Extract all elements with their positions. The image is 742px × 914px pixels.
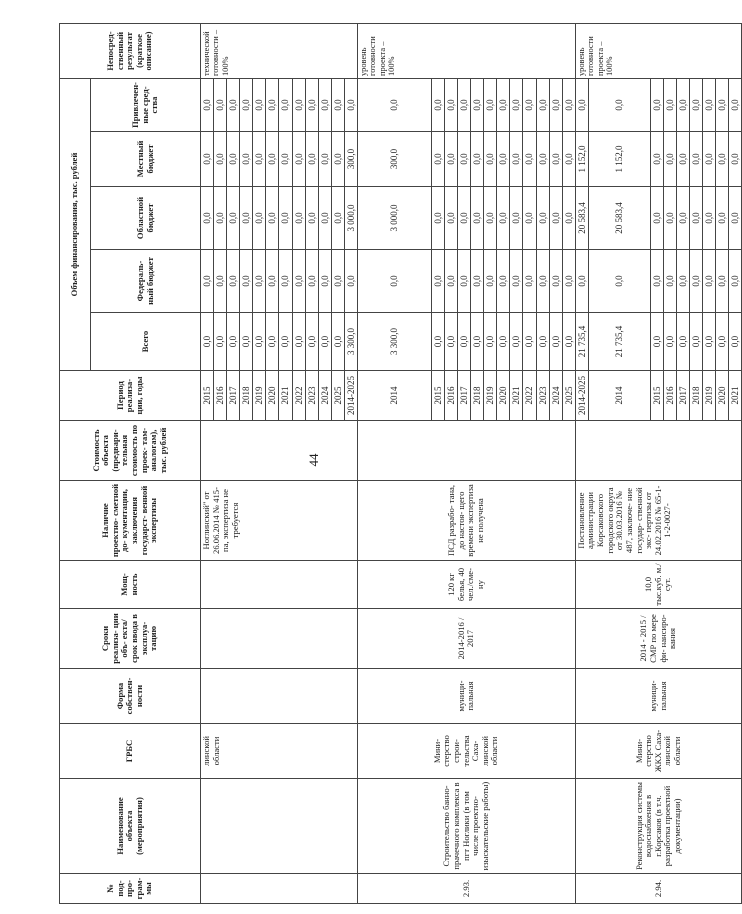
- cost: [357, 421, 575, 481]
- table-row: 2021 0,0 0,0 0,0 0,0 0,0: [510, 24, 523, 904]
- table-row: 2018 0,0 0,0 0,0 0,0 0,0: [240, 24, 253, 904]
- docs-status: ПСД разрабо- тана, до настоя- щего времени экспертиза не получена: [357, 481, 575, 561]
- capacity: 120 кг белья, 40 чел./сме- ну: [357, 561, 575, 609]
- header-regional: Областной бюджет: [91, 187, 201, 250]
- capacity: 10,0 тыс.куб. м./сут.: [575, 561, 742, 609]
- table-row: 2019 0,0 0,0 0,0 0,0 0,0: [253, 24, 266, 904]
- table-row: 2025 0,0 0,0 0,0 0,0 0,0: [562, 24, 575, 904]
- row-group-2-93: [357, 24, 575, 904]
- ownership: муници- пальная: [575, 669, 742, 724]
- header-financing-group: Объем финансирования, тыс. рублей: [60, 79, 91, 371]
- header-grbs: ГРБС: [60, 724, 201, 779]
- table-row: 2015 0,0 0,0 0,0 0,0 0,0: [650, 24, 663, 904]
- ownership: муници- пальная: [357, 669, 575, 724]
- header-period: Период реализа- ции, годы: [60, 371, 201, 421]
- table-row: 2015 0,0 0,0 0,0 0,0 0,0: [431, 24, 444, 904]
- table-row: 2020 0,0 0,0 0,0 0,0 0,0: [266, 24, 279, 904]
- table-row: 2.93. Строительство банно-прачечного комплекса в пгт Ноглики (в том числе проектно-изыскательские работы) Мини- стерство строи- тельства Саха- линской области муници- пальная 2014-2016 / 2017 120 кг белья, 40 чел./сме- ну ПСД разрабо- тана, до настоя- щего времени экспертиза не получена 2014 3 300,0 0,0 3 000,0 300,0 0,0 уровень готовности проекта – 100%: [357, 24, 431, 904]
- table-row: 2022 0,0 0,0 0,0 0,0 0,0: [523, 24, 536, 904]
- table-row: 2020 0,0 0,0 0,0 0,0 0,0: [497, 24, 510, 904]
- header-federal: Федераль- ный бюджет: [91, 250, 201, 313]
- table-row: 2021 0,0 0,0 0,0 0,0 0,0: [729, 24, 742, 904]
- header-name: Наименование объекта (мероприятия): [60, 779, 201, 874]
- financing-table: [59, 23, 742, 904]
- header-result: Непосред- ственный результат (краткое описание): [60, 24, 201, 79]
- table-row: 2020 0,0 0,0 0,0 0,0 0,0: [716, 24, 729, 904]
- table-row: 2016 0,0 0,0 0,0 0,0 0,0: [445, 24, 458, 904]
- row-number: 2.94.: [575, 874, 742, 904]
- prev-result: технической готовности – 100%: [201, 24, 358, 79]
- grbs: Мини- стерство ЖКХ Саха- линской области: [575, 724, 742, 779]
- header-docs: Наличие проектно- сметной до- кументации, заключения государст- венной экспертизы: [60, 481, 201, 561]
- header-cost: Стоимость объекта (предвари- тельная стоимость по проек- там- аналогам), тыс. рублей: [60, 421, 201, 481]
- object-name: Строительство банно-прачечного комплекса в пгт Ноглики (в том числе проектно-изыскательские работы): [357, 779, 575, 874]
- table-row: 2017 0,0 0,0 0,0 0,0 0,0: [677, 24, 690, 904]
- table-row: 2016 0,0 0,0 0,0 0,0 0,0: [663, 24, 676, 904]
- continued-row-group: [201, 24, 358, 904]
- table-row: 2023 0,0 0,0 0,0 0,0 0,0: [305, 24, 318, 904]
- header-local: Местный бюджет: [91, 132, 201, 187]
- table-header: [60, 24, 201, 904]
- table-row: 2024 0,0 0,0 0,0 0,0 0,0: [318, 24, 331, 904]
- table-row: 2019 0,0 0,0 0,0 0,0 0,0: [484, 24, 497, 904]
- header-ownership: Форма собствен- ности: [60, 669, 201, 724]
- header-total: Всего: [91, 313, 201, 371]
- table-row-summary: 2014-2025 3 300,0 0,0 3 000,0 300,0 0,0: [344, 24, 357, 904]
- terms: 2014-2016 / 2017: [357, 609, 575, 669]
- rotated-table-sheet: [59, 0, 741, 914]
- table-row: 2016 0,0 0,0 0,0 0,0 0,0: [214, 24, 227, 904]
- header-attracted: Привлечен- ные сред- ства: [91, 79, 201, 132]
- table-row: 2021 0,0 0,0 0,0 0,0 0,0: [279, 24, 292, 904]
- prev-grbs: линской области: [201, 724, 358, 779]
- grbs: Мини- стерство строи- тельства Саха- линской области: [357, 724, 575, 779]
- page-number: 44: [306, 453, 321, 467]
- table-row: 2017 0,0 0,0 0,0 0,0 0,0: [227, 24, 240, 904]
- table-row-summary: 2.94. Реконструкция системы водоснабжения в г.Корсаков (в т.ч. разработка проектной документации) Мини- стерство ЖКХ Саха- линской области муници- пальная 2014 - 2015 / СМР по мере фи- нансиро- вания 10,0 тыс.куб. м./сут. Постановление администрации Корсаковского городского округа от 30.03.2016 № 487, заключе- ние государ- ственной экс- пертизы от 24.02.2016 № 65-1-1-2-0027- 2014-2025 21 735,4 0,0 20 583,4 1 152,0 0,0 уровень готовности проекта – 100%: [575, 24, 588, 904]
- docs-status: Постановление администрации Корсаковского городского округа от 30.03.2016 № 487, заключе- ние государ- ственной экс- пертизы от 24.02.2016 № 65-1-1-2-0027-: [575, 481, 742, 561]
- header-capacity: Мощ- ность: [60, 561, 201, 609]
- header-terms: Сроки реализа- ции объ- екта/срок ввода в эксплуа- тацию: [60, 609, 201, 669]
- cost: [575, 421, 742, 481]
- table-row: 2018 0,0 0,0 0,0 0,0 0,0: [690, 24, 703, 904]
- object-name: Реконструкция системы водоснабжения в г.Корсаков (в т.ч. разработка проектной документации): [575, 779, 742, 874]
- table-row: линской области Ноглинский" от 26.06.2014 № 415-па, экспертиза не требуется 2015 0,0 0,0 0,0 0,0 0,0 технической готовности – 100%: [201, 24, 214, 904]
- row-number: 2.93.: [357, 874, 575, 904]
- table-row: 2018 0,0 0,0 0,0 0,0 0,0: [471, 24, 484, 904]
- table-row: 2014 21 735,4 0,0 20 583,4 1 152,0 0,0: [588, 24, 650, 904]
- table-row: 2023 0,0 0,0 0,0 0,0 0,0: [536, 24, 549, 904]
- row-group-2-94: [575, 24, 742, 904]
- table-row: 2024 0,0 0,0 0,0 0,0 0,0: [549, 24, 562, 904]
- table-row: 2017 0,0 0,0 0,0 0,0 0,0: [458, 24, 471, 904]
- table-row: 2022 0,0 0,0 0,0 0,0 0,0: [292, 24, 305, 904]
- result: уровень готовности проекта – 100%: [357, 24, 575, 79]
- terms: 2014 - 2015 / СМР по мере фи- нансиро- вания: [575, 609, 742, 669]
- header-no: № под- про- грам- мы: [60, 874, 201, 904]
- result: уровень готовности проекта – 100%: [575, 24, 742, 79]
- table-row: 2025 0,0 0,0 0,0 0,0 0,0: [331, 24, 344, 904]
- table-row: 2019 0,0 0,0 0,0 0,0 0,0: [703, 24, 716, 904]
- prev-docs: Ноглинский" от 26.06.2014 № 415-па, экспертиза не требуется: [201, 481, 358, 561]
